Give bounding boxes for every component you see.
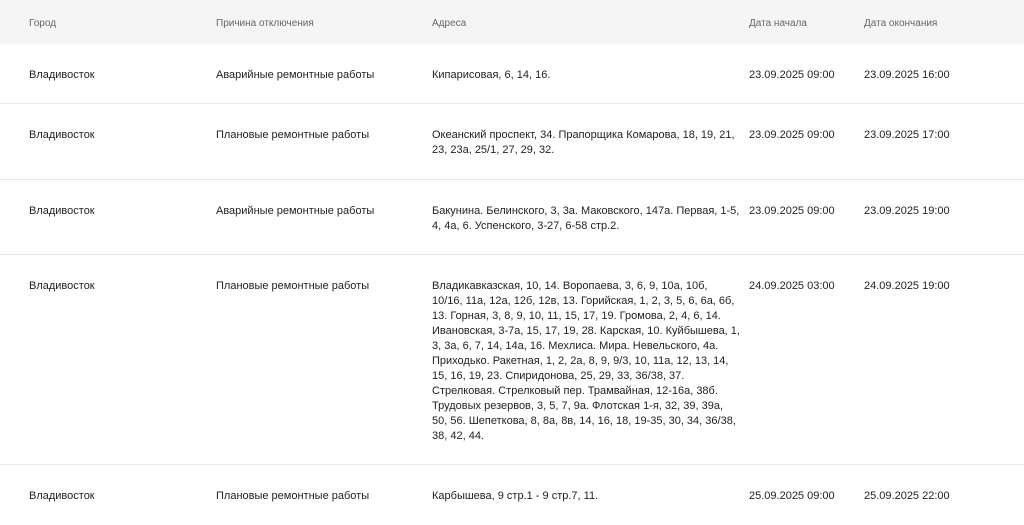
table-header	[0, 0, 1024, 44]
reason-cell: Плановые ремонтные работы	[216, 490, 370, 502]
end-date-cell: 24.09.2025 19:00	[864, 280, 950, 292]
start-date-cell: 25.09.2025 09:00	[749, 490, 835, 502]
table-row	[0, 180, 1024, 255]
addresses-cell: Карбышева, 9 стр.1 - 9 стр.7, 11.	[432, 490, 599, 502]
addresses-cell: Кипарисовая, 6, 14, 16.	[432, 69, 551, 81]
header-city: Город	[29, 18, 57, 29]
table-row	[0, 465, 1024, 525]
reason-cell: Плановые ремонтные работы	[216, 129, 370, 141]
city-cell: Владивосток	[29, 69, 95, 81]
end-date-cell: 25.09.2025 22:00	[864, 490, 950, 502]
start-date-cell: 23.09.2025 09:00	[749, 129, 835, 141]
addresses-cell: Владикавказская, 10, 14. Воропаева, 3, 6, 9, 10а, 10б, 10/16, 11а, 12а, 12б, 12в, 13. Горийская, 1, 2, 3, 5, 6, 6а, 6б, 13. Горная, 3, 8, 9, 10, 11, 15, 17, 19. Громова, 2, 4, 6, 14. Ивановская, 3-7а, 15, 17, 19, 28. Карская, 10. Куйбышева, 1, 3, 3а, 6, 7, 14, 14а, 16. Мехлиса. Мира. Невельского, 4а. Приходько. Ракетная, 1, 2, 2а, 8, 9, 9/3, 10, 11а, 12, 13, 14, 15, 16, 19, 23. Спиридонова, 25, 29, 33, 36/38, 37. Стрелковая. Стрелковый пер. Трамвайная, 12-16а, 38б. Трудовых резервов, 3, 5, 7, 9а. Флотская 1-я, 32, 39, 39а, 50, 56. Шепеткова, 8, 8а, 8в, 14, 16, 18, 19-35, 30, 34, 36/38, 38, 42, 44.	[432, 280, 740, 442]
city-cell: Владивосток	[29, 490, 95, 502]
start-date-cell: 24.09.2025 03:00	[749, 280, 835, 292]
addresses-cell: Океанский проспект, 34. Прапорщика Комарова, 18, 19, 21, 23, 23а, 25/1, 27, 29, 32.	[432, 129, 735, 156]
start-date-cell: 23.09.2025 09:00	[749, 69, 835, 81]
header-end-date: Дата окончания	[864, 18, 938, 29]
header-addresses: Адреса	[432, 18, 467, 29]
end-date-cell: 23.09.2025 17:00	[864, 129, 950, 141]
table-row	[0, 255, 1024, 465]
reason-cell: Аварийные ремонтные работы	[216, 69, 375, 81]
end-date-cell: 23.09.2025 16:00	[864, 69, 950, 81]
reason-cell: Плановые ремонтные работы	[216, 280, 370, 292]
header-reason: Причина отключения	[216, 18, 314, 29]
addresses-cell: Бакунина. Белинского, 3, 3а. Маковского, 147а. Первая, 1-5, 4, 4а, 6. Успенского, 3-27, 6-58 стр.2.	[432, 205, 740, 232]
city-cell: Владивосток	[29, 280, 95, 292]
table-row	[0, 104, 1024, 180]
start-date-cell: 23.09.2025 09:00	[749, 205, 835, 217]
reason-cell: Аварийные ремонтные работы	[216, 205, 375, 217]
city-cell: Владивосток	[29, 205, 95, 217]
end-date-cell: 23.09.2025 19:00	[864, 205, 950, 217]
table-row	[0, 44, 1024, 104]
header-start-date: Дата начала	[749, 18, 807, 29]
city-cell: Владивосток	[29, 129, 95, 141]
